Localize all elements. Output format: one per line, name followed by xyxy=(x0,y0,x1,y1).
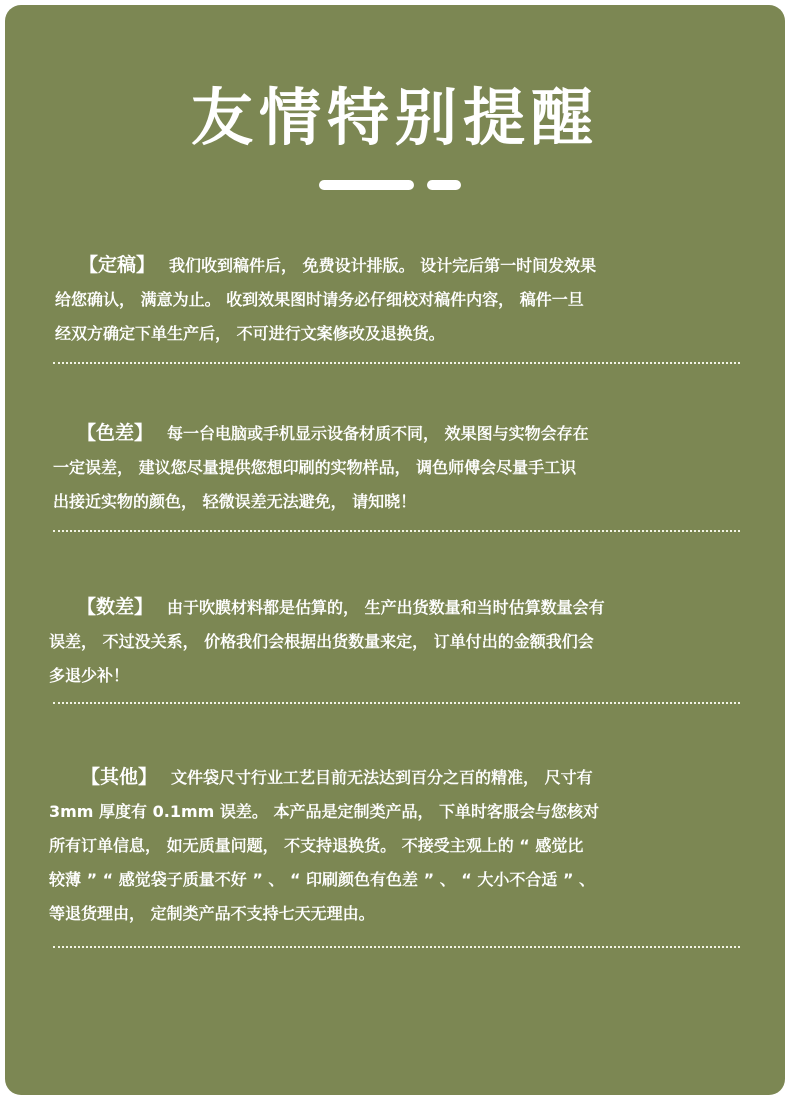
dotted-divider xyxy=(53,530,740,532)
section-line: 误差， 不过没关系， 价格我们会根据出货数量来定， 订单付出的金额我们会 xyxy=(49,632,594,651)
section-line: 多退少补！ xyxy=(49,666,130,685)
section-line: 我们收到稿件后， 免费设计排版。 设计完后第一时间发效果 xyxy=(169,256,597,275)
section-line: 所有订单信息， 如无质量问题， 不支持退换货。 不接受主观上的 “ 感觉比 xyxy=(49,836,584,855)
section-line: 由于吹膜材料都是估算的， 生产出货数量和当时估算数量会有 xyxy=(167,598,605,617)
section-tag: 【色差】 xyxy=(77,422,154,444)
section-line: 3mm 厚度有 0.1mm 误差。 本产品是定制类产品， 下单时客服会与您核对 xyxy=(49,802,600,821)
section-first-line xyxy=(49,760,599,795)
section-line: 经双方确定下单生产后， 不可进行文案修改及退换货。 xyxy=(55,324,445,343)
section-line: 文件袋尺寸行业工艺目前无法达到百分之百的精准， 尺寸有 xyxy=(171,768,593,787)
section-line: 等退货理由， 定制类产品不支持七天无理由。 xyxy=(49,904,375,923)
section-first-line xyxy=(55,248,596,283)
title-underline-long xyxy=(319,180,414,190)
reminder-card xyxy=(5,5,785,1095)
section-line: 出接近实物的颜色， 轻微误差无法避免， 请知晓！ xyxy=(53,492,417,511)
section-line: 较薄 ” “ 感觉袋子质量不好 ” 、 “ 印刷颜色有色差 ” 、 “ 大小不合适 ” 、 xyxy=(49,870,596,889)
section-quantity-difference xyxy=(49,590,605,693)
dotted-divider xyxy=(53,702,740,704)
section-finalization xyxy=(55,248,596,351)
title-underline-short xyxy=(427,180,461,190)
section-tag: 【数差】 xyxy=(77,596,154,618)
section-line: 每一台电脑或手机显示设备材质不同， 效果图与实物会存在 xyxy=(167,424,589,443)
section-line: 给您确认， 满意为止。 收到效果图时请务必仔细校对稿件内容， 稿件一旦 xyxy=(55,290,584,309)
section-tag: 【其他】 xyxy=(81,766,158,788)
page-title: 友情特别提醒 xyxy=(190,81,599,154)
section-tag: 【定稿】 xyxy=(79,254,156,276)
section-first-line xyxy=(53,416,589,451)
section-color-difference xyxy=(53,416,589,519)
section-line: 一定误差， 建议您尽量提供您想印刷的实物样品， 调色师傅会尽量手工识 xyxy=(53,458,577,477)
section-first-line xyxy=(49,590,605,625)
dotted-divider xyxy=(53,362,740,364)
dotted-divider xyxy=(53,946,740,948)
section-other xyxy=(49,760,599,931)
